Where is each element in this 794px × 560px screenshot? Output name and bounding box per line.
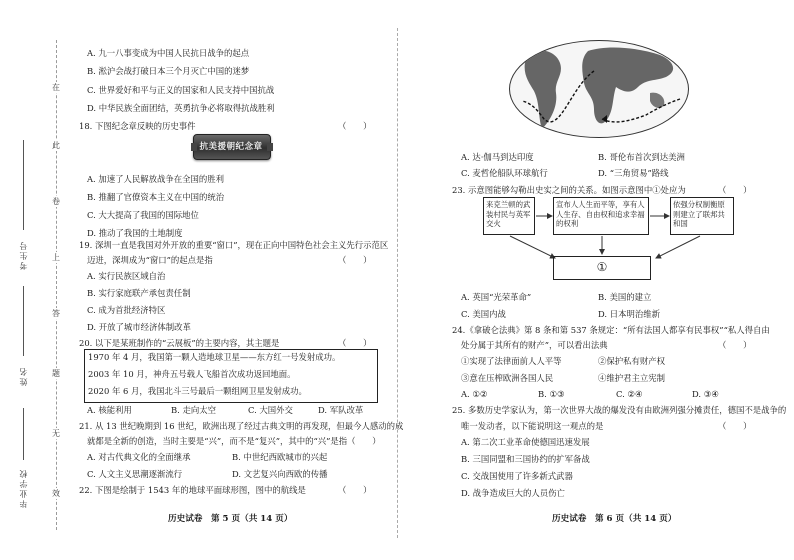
- binding-dashed-line: [56, 40, 57, 530]
- q17-option-a[interactable]: A. 九一八事变成为中国人民抗日战争的起点: [87, 48, 250, 58]
- q17-option-b[interactable]: B. 淞沪会战打破日本三个月灭亡中国的迷梦: [87, 66, 250, 76]
- q24-option-b[interactable]: B. ①③: [538, 389, 565, 399]
- school-blank[interactable]: [23, 408, 24, 460]
- q24-item-1: ①实现了法律面前人人平等: [461, 356, 562, 366]
- q21-option-b[interactable]: B. 中世纪西欧城市的兴起: [232, 452, 328, 462]
- q17-option-c[interactable]: C. 世界爱好和平与正义的国家和人民支持中国抗战: [87, 85, 275, 95]
- right-page-footer: 历史试卷 第 6 页（共 14 页）: [552, 514, 677, 524]
- q24-answer-blank[interactable]: （ ）: [718, 340, 752, 350]
- q23-box1-text: 来克兰顿的武装村民与英军交火: [486, 200, 531, 228]
- q25-option-d[interactable]: D. 战争造成巨大的人员伤亡: [461, 488, 565, 498]
- q19-option-a[interactable]: A. 实行民族区域自治: [87, 271, 166, 281]
- q25-stem-line1: 25. 多数历史学家认为，第一次世界大战的爆发没有由欧洲列强分摊责任，德国不是战争的: [452, 405, 787, 415]
- q25-stem-line2: 唯一发动者，以下能说明这一观点的是: [461, 421, 604, 431]
- q18-option-d[interactable]: D. 推动了我国的土地制度: [87, 228, 183, 238]
- world-map-drawing: [510, 41, 688, 137]
- binding-char: 在: [52, 83, 60, 92]
- q20-board-line1: 1970 年 4 月，我国第一颗人造地球卫星——东方红一号发射成功。: [88, 352, 341, 362]
- school-label: 毕业学校: [19, 468, 28, 508]
- q18-option-b[interactable]: B. 推翻了官僚资本主义在中国的统治: [87, 192, 225, 202]
- q18-answer-blank[interactable]: （ ）: [338, 121, 372, 131]
- badge-ribbon-left: [191, 143, 197, 151]
- q25-option-c[interactable]: C. 交战国使用了许多新式武器: [461, 471, 573, 481]
- q23-answer-blank[interactable]: （ ）: [718, 185, 752, 195]
- binding-char: 无: [52, 429, 60, 438]
- badge-text: 抗美援朝纪念章: [199, 142, 263, 152]
- q24-item-3: ③意在压榨欧洲各国人民: [461, 373, 554, 383]
- q23-box2-text: 宣布人人生而平等，享有人人生存、自由权和追求幸福的权利: [556, 200, 645, 228]
- q22-stem: 22. 下图是绘制于 1543 年的地球平面球形图，图中的航线是: [79, 485, 306, 495]
- q24-option-c[interactable]: C. ②④: [616, 389, 643, 399]
- q20-option-b[interactable]: B. 走向太空: [171, 405, 216, 415]
- q24-stem-line1: 24.《拿破仑法典》第 8 条和第 537 条规定：“所有法国人都享有民事权”“私人得自由: [452, 325, 770, 335]
- name-blank[interactable]: [23, 286, 24, 356]
- q24-option-d[interactable]: D. ③④: [692, 389, 719, 399]
- q19-option-d[interactable]: D. 开放了城市经济体制改革: [87, 322, 191, 332]
- q23-stem: 23. 示意图能够勾勒出史实之间的关系。如图示意图中①处应为: [452, 185, 686, 195]
- q19-stem-line1: 19. 深圳一直是我国对外开放的重要“窗口”，现在正向中国特色社会主义先行示范区: [79, 240, 389, 250]
- commemorative-badge-image: [193, 134, 271, 160]
- q23-box3-text: 依强分权制衡原则建立了联邦共和国: [673, 200, 725, 228]
- q23-option-d[interactable]: D. 日本明治维新: [598, 309, 660, 319]
- q18-option-c[interactable]: C. 大大提高了我国的国际地位: [87, 210, 199, 220]
- q19-option-c[interactable]: C. 成为首批经济特区: [87, 305, 166, 315]
- map-landmass-eurasia-africa: [582, 48, 673, 124]
- q18-stem: 18. 下图纪念章反映的历史事件: [79, 121, 196, 131]
- q22-option-c[interactable]: C. 麦哲伦船队环球航行: [461, 168, 548, 178]
- q21-stem-line1: 21. 从 13 世纪晚期到 16 世纪，欧洲出现了经过古典文明的再发现，但最今人感动的成: [79, 421, 404, 431]
- binding-char: 答: [52, 309, 60, 318]
- binding-char: 题: [52, 369, 60, 378]
- q22-option-b[interactable]: B. 哥伦布首次到达美洲: [598, 152, 685, 162]
- q21-option-a[interactable]: A. 对古代典文化的全面继承: [87, 452, 191, 462]
- q20-stem: 20. 以下是某班制作的“云展板”的主要内容，其主题是: [79, 338, 280, 348]
- q23-option-a[interactable]: A. 英国“光荣革命”: [461, 292, 532, 302]
- q24-stem-line2: 处分属于其所有的财产”，可以看出法典: [461, 340, 608, 350]
- name-label: 姓名: [19, 366, 28, 386]
- left-page-footer: 历史试卷 第 5 页（共 14 页）: [168, 514, 293, 524]
- q19-option-b[interactable]: B. 实行家庭联产承包责任制: [87, 288, 191, 298]
- binding-char: 效: [52, 489, 60, 498]
- q19-answer-blank[interactable]: （ ）: [338, 255, 372, 265]
- q23-option-c[interactable]: C. 美国内战: [461, 309, 506, 319]
- binding-char: 上: [52, 253, 60, 262]
- q21-option-d[interactable]: D. 文艺复兴向西欧的传播: [232, 469, 328, 479]
- q24-item-2: ②保护私有财产权: [598, 356, 665, 366]
- q22-answer-blank[interactable]: （ ）: [338, 485, 372, 495]
- q23-result-box: [553, 256, 651, 280]
- q20-board-line3: 2020 年 6 月，我国北斗三号最后一颗组网卫星发射成功。: [88, 386, 307, 396]
- q20-option-c[interactable]: C. 大国外交: [248, 405, 293, 415]
- q20-cloud-board: [84, 349, 378, 403]
- q23-arrow-3-result: [656, 236, 700, 258]
- q20-option-a[interactable]: A. 核能利用: [87, 405, 132, 415]
- q20-answer-blank[interactable]: （ ）: [338, 338, 372, 348]
- q18-option-a[interactable]: A. 加速了人民解放战争在全国的胜利: [87, 174, 224, 184]
- q19-stem-line2: 迈进，深圳成为“窗口”的起点是指: [87, 255, 213, 265]
- q25-answer-blank[interactable]: （ ）: [718, 421, 752, 431]
- binding-char: 此: [52, 141, 60, 150]
- q25-option-a[interactable]: A. 第二次工业革命使德国迅速发展: [461, 437, 590, 447]
- page-divider: [397, 28, 398, 538]
- exam-number-label: 考生号: [19, 240, 28, 270]
- badge-ribbon-right: [267, 143, 273, 151]
- q21-stem-line2: 就都是全新的创造，当时主要是“兴”，而不是“复兴”，其中的“兴”是指（ ）: [87, 436, 381, 446]
- q25-option-b[interactable]: B. 三国同盟和三国协约的扩军备战: [461, 454, 590, 464]
- q20-board-line2: 2003 年 10 月，神舟五号载人飞船首次成功返回地面。: [88, 369, 296, 379]
- q24-option-a[interactable]: A. ①②: [461, 389, 488, 399]
- q17-option-d[interactable]: D. 中华民族全面团结，英勇抗争必将取得抗战胜利: [87, 103, 275, 113]
- q23-arrow-1-result: [510, 236, 555, 258]
- binding-char: 卷: [52, 197, 60, 206]
- q21-option-c[interactable]: C. 人文主义思潮逐渐流行: [87, 469, 183, 479]
- q22-option-a[interactable]: A. 达·伽马到达印度: [461, 152, 534, 162]
- q24-item-4: ④维护君主立宪制: [598, 373, 665, 383]
- exam-number-blank[interactable]: [23, 140, 24, 230]
- q23-option-b[interactable]: B. 美国的建立: [598, 292, 652, 302]
- world-map-1543: [509, 40, 689, 138]
- map-landmass-southeast-asia: [650, 93, 664, 108]
- q23-result-marker: ①: [596, 260, 608, 274]
- q20-option-d[interactable]: D. 军队改革: [318, 405, 364, 415]
- q22-option-d[interactable]: D. “三角贸易”路线: [598, 168, 669, 178]
